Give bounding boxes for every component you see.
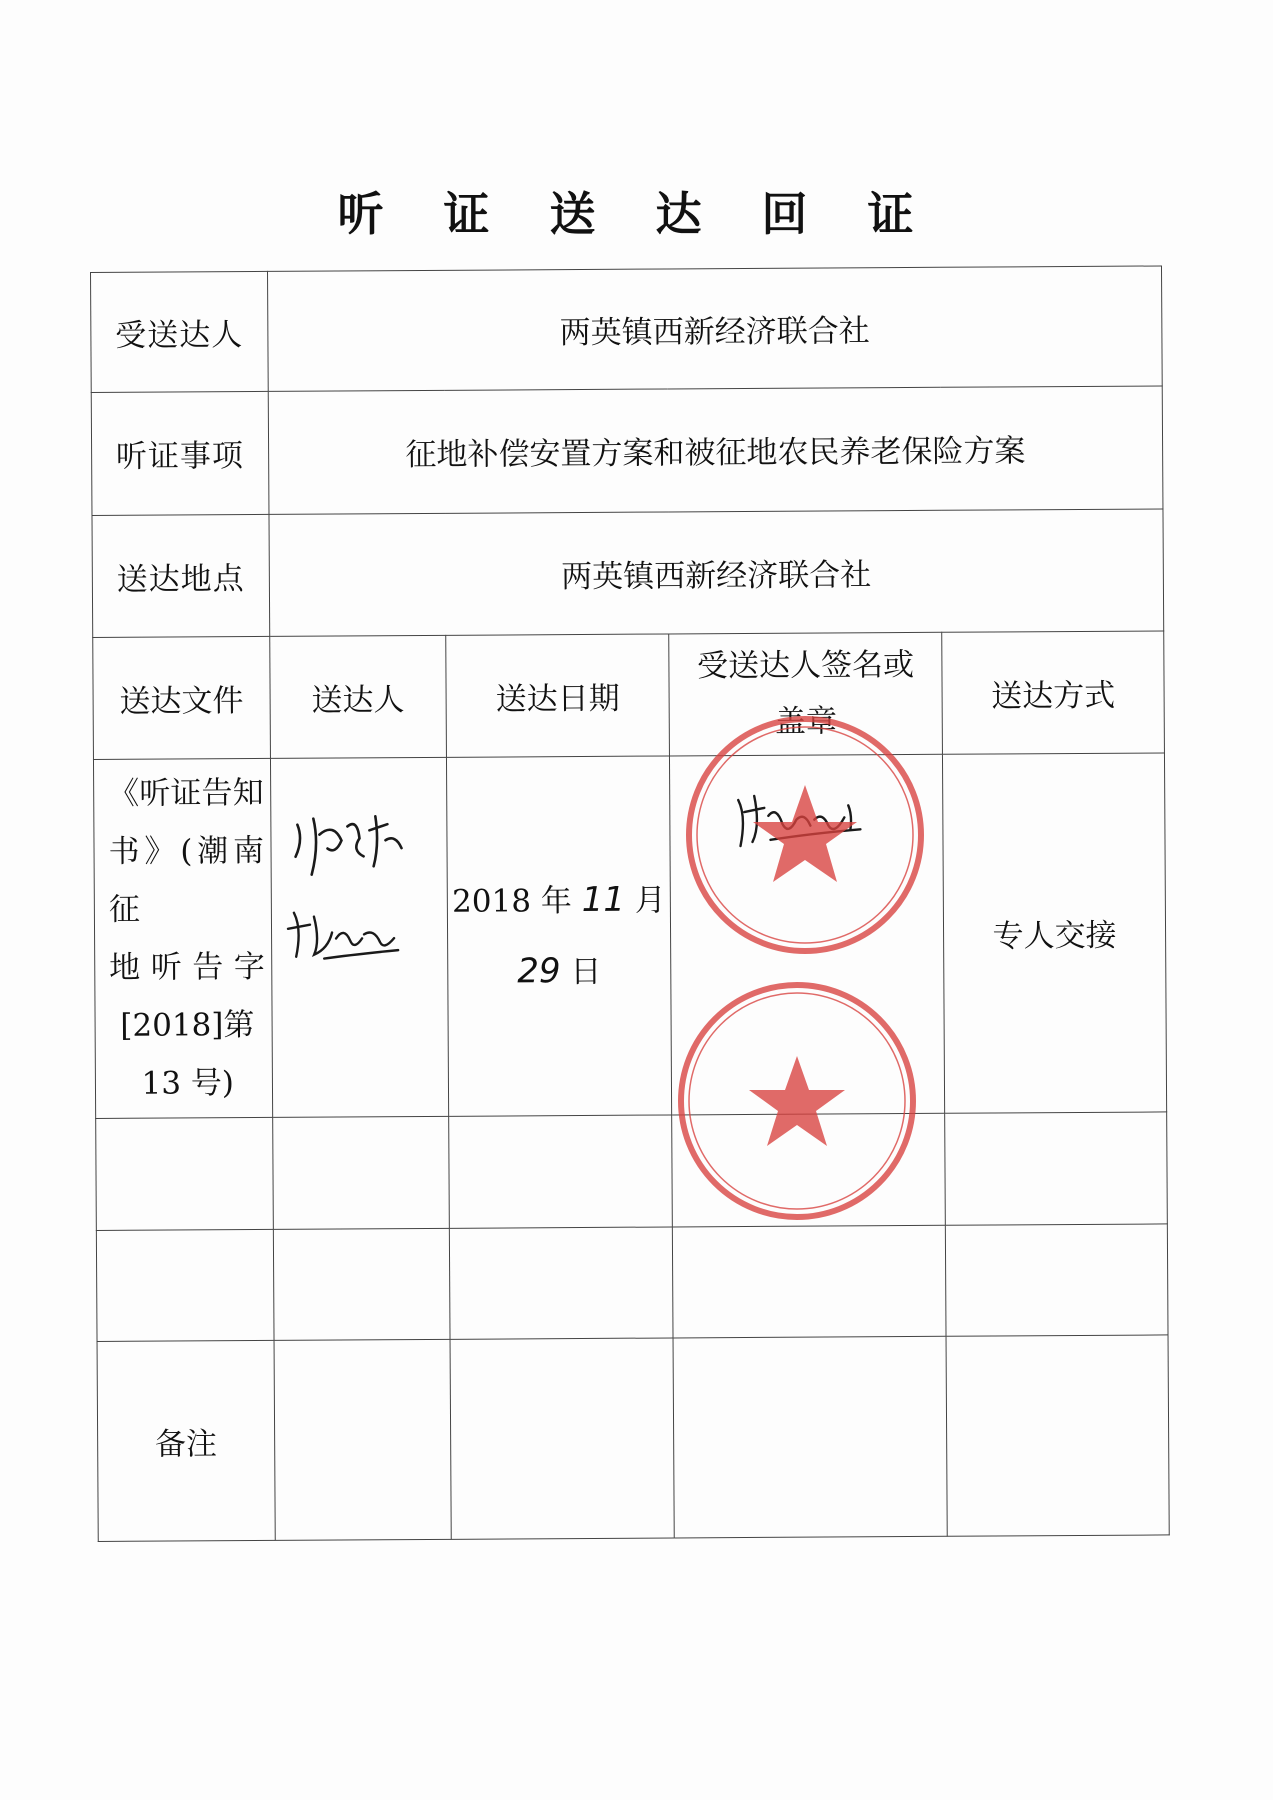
- date-day-line: [448, 935, 670, 1007]
- blank-cell: [449, 1227, 673, 1340]
- date-month: 11: [581, 879, 626, 920]
- server-signature-1: [289, 804, 409, 885]
- blank-cell: [672, 1114, 946, 1227]
- document-line: 地 听 告 字: [109, 948, 265, 986]
- blank-cell: [273, 1228, 450, 1340]
- recipient-value: 两英镇西新经济联合社: [267, 266, 1162, 391]
- blank-cell: [945, 1224, 1168, 1337]
- recipient-label: 受送达人: [91, 271, 268, 392]
- remarks-cell: [946, 1335, 1169, 1536]
- matter-label: 听证事项: [91, 391, 268, 516]
- date-header: 送达日期: [446, 634, 670, 757]
- blank-cell: [449, 1115, 673, 1228]
- date-month-unit: 月: [634, 882, 666, 919]
- place-label: 送达地点: [92, 515, 269, 638]
- place-value: 两英镇西新经济联合社: [269, 509, 1164, 636]
- date-year-line: [448, 864, 670, 936]
- date-day: 29: [517, 951, 561, 992]
- method-header: 送达方式: [942, 631, 1165, 754]
- blank-cell: [945, 1112, 1168, 1225]
- recipient-signature-cell: [670, 754, 945, 1115]
- date-day-unit: 日: [570, 953, 602, 991]
- server-signature-2: [283, 898, 403, 969]
- remarks-label: 备注: [97, 1340, 275, 1541]
- place-row: [92, 509, 1164, 637]
- document-line: 13 号): [141, 1065, 235, 1102]
- blank-row: [96, 1224, 1168, 1342]
- remarks-cell: [274, 1339, 452, 1540]
- matter-row: [91, 386, 1163, 516]
- date-cell: [447, 756, 672, 1117]
- signature-header: [669, 632, 943, 755]
- blank-cell: [272, 1117, 449, 1229]
- document-cell: [93, 758, 272, 1119]
- server-header: 送达人: [269, 635, 446, 758]
- service-receipt-table: [90, 265, 1170, 1542]
- document-line: 《听证告知: [108, 774, 264, 812]
- server-signature-cell: [270, 757, 449, 1118]
- remarks-cell: [673, 1336, 947, 1538]
- matter-value: 征地补偿安置方案和被征地农民养老保险方案: [268, 386, 1163, 515]
- document-header: 送达文件: [93, 636, 270, 759]
- blank-row: [96, 1112, 1168, 1230]
- header-row: [93, 631, 1165, 759]
- blank-cell: [96, 1118, 273, 1230]
- signature-header-line2: 盖章: [774, 703, 837, 741]
- method-cell: 专人交接: [943, 753, 1167, 1114]
- remarks-row: [97, 1335, 1169, 1542]
- recipient-row: [91, 266, 1163, 392]
- blank-cell: [672, 1225, 946, 1338]
- page-title: 听 证 送 达 回 证: [337, 187, 936, 241]
- entry-row: [93, 753, 1166, 1119]
- document-line: 书》(潮南征: [108, 832, 265, 928]
- signature-header-line1: 受送达人签名或: [696, 647, 915, 685]
- recipient-signature: [730, 785, 870, 856]
- document-line: [2018]第: [120, 1006, 255, 1044]
- blank-cell: [96, 1229, 273, 1341]
- date-year: 2018 年: [452, 883, 572, 920]
- remarks-cell: [450, 1338, 674, 1539]
